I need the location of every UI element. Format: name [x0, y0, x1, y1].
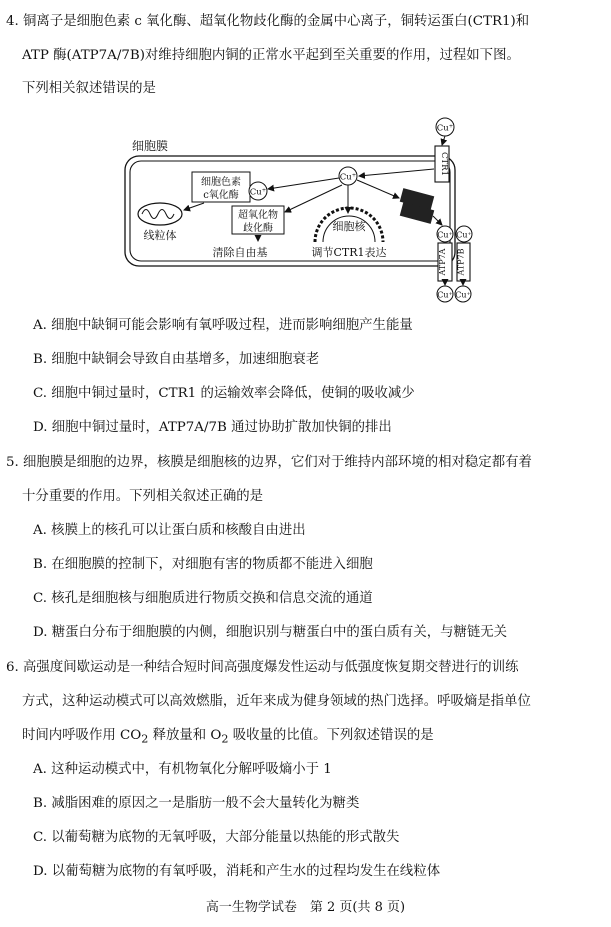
q6-stem-line-3 — [22, 727, 434, 749]
mito-label: 线粒体 — [143, 229, 177, 242]
sod-label-2: 歧化酶 — [243, 223, 273, 234]
atp7b-label: ATP7B — [456, 248, 466, 276]
q4-option-c: C. 细胞中铜过量时，CTR1 的运输效率会降低，使铜的吸收减少 — [33, 386, 415, 401]
cu-label-atp7b-in: Cu⁺ — [456, 230, 472, 240]
copper-transport-diagram — [120, 114, 470, 304]
q6-option-b: B. 减脂困难的原因之一是脂肪一般不会大量转化为糖类 — [33, 796, 360, 811]
q4-option-b: B. 细胞中缺铜会导致自由基增多，加速细胞衰老 — [33, 352, 320, 367]
q6-line3-part-c: 吸收量的比值。下列叙述错误的是 — [228, 728, 434, 743]
q6-option-d: D. 以葡萄糖为底物的有氧呼吸，消耗和产生水的过程均发生在线粒体 — [33, 864, 441, 879]
q6-co2-subscript: 2 — [141, 732, 149, 746]
q5-option-b: B. 在细胞膜的控制下，对细胞有害的物质都不能进入细胞 — [33, 557, 373, 572]
q6-o2-subscript: 2 — [221, 732, 229, 746]
regulate-ctr1-label: 调节CTR1表达 — [311, 246, 387, 259]
cu-label-outside: Cu⁺ — [436, 123, 454, 134]
q5-stem-line-1: 5. 细胞膜是细胞的边界，核膜是细胞核的边界，它们对于维持内部环境的相对稳定都有着 — [6, 455, 532, 470]
ctr1-label: CTR1 — [439, 152, 449, 176]
q6-line3-part-b: 释放量和 O — [148, 728, 222, 743]
q6-stem-line-1: 6. 高强度间歇运动是一种结合短时间高强度爆发性运动与低强度恢复期交替进行的训练 — [6, 660, 519, 675]
clear-radical-label: 清除自由基 — [212, 246, 268, 259]
page-footer: 高一生物学试卷 第 2 页(共 8 页) — [205, 900, 406, 915]
q4-option-a: A. 细胞中缺铜可能会影响有氧呼吸过程，进而影响细胞产生能量 — [33, 318, 413, 333]
cu-label-atp7a-out: Cu⁺ — [437, 290, 453, 300]
cyt-label-1: 细胞色素 — [201, 177, 241, 188]
q6-stem-line-2: 方式，这种运动模式可以高效燃脂，近年来成为健身领域的热门选择。呼吸熵是指单位 — [22, 694, 531, 709]
membrane-label: 细胞膜 — [132, 139, 169, 153]
q4-stem-line-2: ATP 酶(ATP7A/7B)对维持细胞内铜的正常水平起到至关重要的作用，过程如下图。 — [22, 48, 520, 63]
atp7a-label: ATP7A — [438, 248, 447, 276]
cu-label-atp7b-out: Cu⁺ — [455, 290, 471, 300]
nucleus-label: 细胞核 — [332, 220, 366, 233]
cyt-label-2: c氧化酶 — [203, 190, 239, 201]
cu-label-cyt: Cu⁺ — [249, 187, 267, 198]
q6-line3-part-a: 时间内呼吸作用 CO — [22, 728, 142, 743]
q5-option-d: D. 糖蛋白分布于细胞膜的内侧，细胞识别与糖蛋白中的蛋白质有关，与糖链无关 — [33, 625, 508, 640]
q5-stem-line-2: 十分重要的作用。下列相关叙述正确的是 — [22, 489, 264, 504]
cu-label-center: Cu⁺ — [339, 172, 357, 183]
q4-option-d: D. 细胞中铜过量时，ATP7A/7B 通过协助扩散加快铜的排出 — [33, 420, 392, 435]
q4-stem-line-1: 4. 铜离子是细胞色素 c 氧化酶、超氧化物歧化酶的金属中心离子，铜转运蛋白(CTR1)和 — [6, 14, 530, 29]
q6-option-c: C. 以葡萄糖为底物的无氧呼吸，大部分能量以热能的形式散失 — [33, 830, 400, 845]
q6-option-a: A. 这种运动模式中，有机物氧化分解呼吸熵小于 1 — [33, 762, 332, 777]
q5-option-a: A. 核膜上的核孔可以让蛋白质和核酸自由进出 — [33, 523, 306, 538]
mitochondrion-icon — [138, 203, 182, 225]
sod-label-1: 超氧化物 — [238, 210, 278, 221]
cu-label-atp7a-in: Cu⁺ — [437, 230, 453, 240]
q4-stem-line-3: 下列相关叙述错误的是 — [22, 81, 156, 96]
q5-option-c: C. 核孔是细胞核与细胞质进行物质交换和信息交流的通道 — [33, 591, 373, 606]
atp7-complex-icon — [400, 188, 435, 224]
